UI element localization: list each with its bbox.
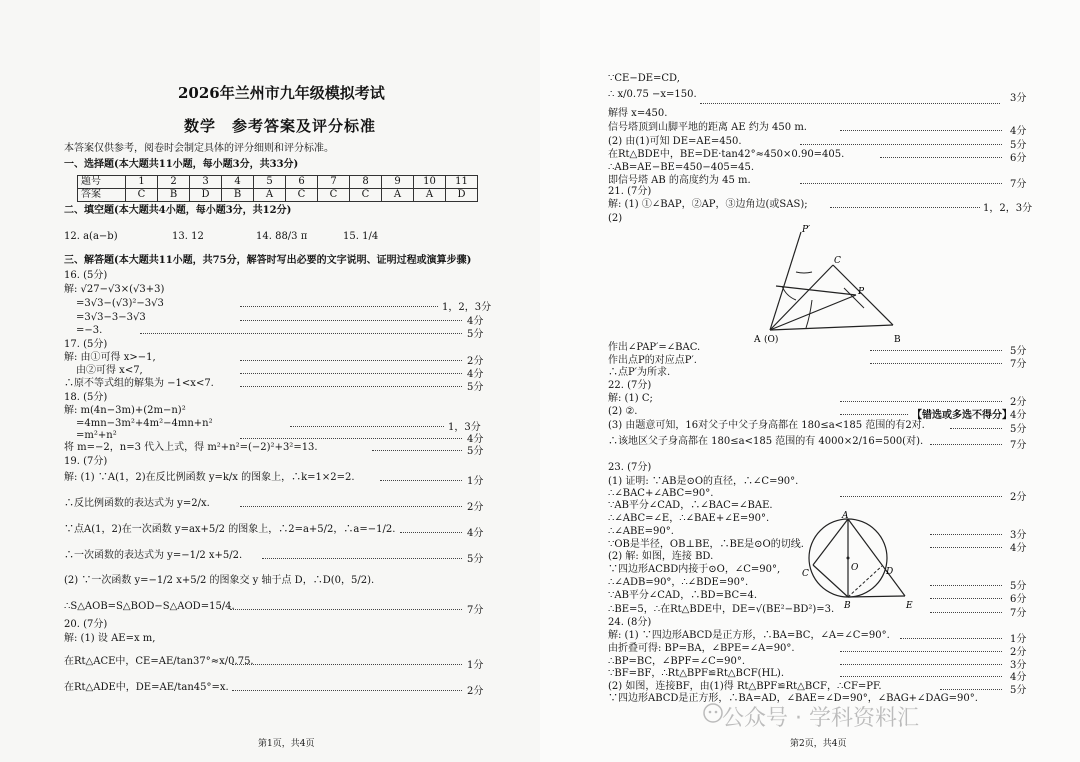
solution-line: 信号塔顶到山脚平地的距离 AE 约为 450 m. <box>608 122 807 133</box>
dot-leader <box>372 450 462 451</box>
solution-line: ∴原不等式组的解集为 −1<x<7. <box>64 378 214 389</box>
dot-leader <box>800 183 1002 184</box>
score-mark: 2分 <box>467 356 484 367</box>
score-mark: 3分 <box>1010 530 1027 541</box>
solution-line: 在Rt△ACE中，CE=AE/tan37°≈x/0.75. <box>64 656 254 667</box>
solution-line: ∵CE−DE=CD, <box>608 73 680 84</box>
table-cell: 9 <box>382 176 414 189</box>
solution-line: ∴∠BAC+∠ABC=90°. <box>608 488 714 499</box>
solution-line: ∵四边形ACBD内接于⊙O，∠C=90°, <box>608 564 781 575</box>
score-mark: 2分 <box>467 686 484 697</box>
dot-leader <box>800 144 1002 145</box>
dot-leader <box>870 350 1002 351</box>
dot-leader <box>870 363 1002 364</box>
solution-line: (2) 如图，连接BF，由(1)得 Rt△BPF≌Rt△BCF，∴CF=PF. <box>608 681 882 692</box>
table-cell: D <box>446 189 478 202</box>
solution-line: 作出∠PAP′=∠BAC. <box>608 342 701 353</box>
fig23-label-B: B <box>844 601 851 611</box>
solution-line: (2) 解: 如图，连接 BD. <box>608 551 714 562</box>
dot-leader <box>230 609 462 610</box>
table-cell: C <box>286 189 318 202</box>
score-mark: 4分 <box>1010 126 1027 137</box>
score-mark: 4分 <box>467 528 484 539</box>
fig23-label-D: D <box>886 567 894 577</box>
dot-leader <box>840 676 1002 677</box>
fill-answer: 12. a(a−b) <box>64 231 118 242</box>
solution-line: 解: (1) ①∠BAP，②AP，③边角边(或SAS); <box>608 199 808 210</box>
table-cell: A <box>414 189 446 202</box>
figure-21 <box>740 220 910 345</box>
solution-line: ∵OB是半径，OB⊥BE，∴BE是⊙O的切线. <box>608 539 804 550</box>
dot-leader <box>240 506 462 507</box>
table-cell: C <box>318 189 350 202</box>
dot-leader <box>930 612 1002 613</box>
solution-line: 20. (7分) <box>64 619 108 630</box>
score-mark: 1，2，3分 <box>442 302 492 313</box>
intro-note: 本答案仅供参考，阅卷时会制定具体的评分细则和评分标准。 <box>64 143 334 154</box>
solution-line: 24. (8分) <box>608 617 652 628</box>
table-cell: A <box>254 189 286 202</box>
dot-leader <box>940 689 1002 690</box>
solution-line: ∵BF=BF，∴Rt△BPF≌Rt△BCF(HL). <box>608 668 785 679</box>
score-mark: 7分 <box>1010 179 1027 190</box>
table-row <box>78 189 478 202</box>
solution-line: =m²+n² <box>76 430 117 441</box>
dot-leader <box>240 438 462 439</box>
fill-answer: 14. 88/3 π <box>256 231 308 242</box>
exam-title: 2026年兰州市九年级模拟考试 <box>178 84 385 102</box>
dot-leader <box>830 207 980 208</box>
wrong-choice-note: 【错选或多选不得分】 <box>912 410 1012 421</box>
dot-leader <box>240 373 462 374</box>
solution-line: =−3. <box>76 325 103 336</box>
dot-leader <box>840 414 908 415</box>
fig21-label-C: C <box>834 256 841 266</box>
score-mark: 5分 <box>1010 140 1027 151</box>
score-mark: 2分 <box>1010 647 1027 658</box>
fig23-label-O: O <box>851 563 859 573</box>
fig23-label-C: C <box>802 569 809 579</box>
table-cell: 11 <box>446 176 478 189</box>
score-mark: 5分 <box>1010 685 1027 696</box>
dot-leader <box>930 598 1002 599</box>
solution-line: 在Rt△BDE中，BE=DE·tan42°≈450×0.90=405. <box>608 149 845 160</box>
score-mark: 1，3分 <box>448 422 481 433</box>
score-mark: 5分 <box>1010 346 1027 357</box>
page-footer: 第2页，共4页 <box>790 739 847 749</box>
solution-line: 23. (7分) <box>608 462 652 473</box>
solution-line: 解得 x=450. <box>608 108 668 119</box>
score-mark: 4分 <box>1010 672 1027 683</box>
table-cell: C <box>126 189 158 202</box>
dot-leader <box>840 401 1002 402</box>
solution-line: ∴点P′为所求. <box>608 367 671 378</box>
dot-leader <box>880 157 1002 158</box>
table-cell: 2 <box>158 176 190 189</box>
dot-leader <box>400 532 462 533</box>
table-cell: B <box>222 189 254 202</box>
dot-leader <box>232 664 462 665</box>
dot-leader <box>240 386 462 387</box>
solution-line: 作出点P的对应点P′. <box>608 355 697 366</box>
score-mark: 4分 <box>467 369 484 380</box>
dot-leader <box>840 651 1002 652</box>
score-mark: 3分 <box>1010 660 1027 671</box>
section-2-heading: 二、填空题(本大题共4小题，每小题3分，共12分) <box>64 205 292 216</box>
dot-leader <box>140 333 462 334</box>
solution-line: =3√3−3−3√3 <box>76 312 146 323</box>
dot-leader <box>240 306 438 307</box>
page-footer: 第1页，共4页 <box>258 739 315 749</box>
solution-line: 解: 由①可得 x>−1, <box>64 352 156 363</box>
solution-line: 21. (7分) <box>608 186 652 197</box>
solution-line: (1) 证明: ∵AB是⊙O的直径，∴∠C=90°. <box>608 476 799 487</box>
solution-line: 16. (5分) <box>64 270 108 281</box>
solution-line: ∵四边形ABCD是正方形，∴BA=AD，∠BAE=∠D=90°，∠BAG+∠DAG=90°. <box>608 693 978 704</box>
solution-line: (3) 由题意可知，16对父子中父子身高都在 180≤a<185 范围的有2对. <box>608 420 925 431</box>
dot-leader <box>840 496 1002 497</box>
solution-line: ∵点A(1，2)在一次函数 y=ax+5/2 的图象上，∴2=a+5/2，∴a=−1/2. <box>64 524 396 535</box>
fill-answer: 15. 1/4 <box>343 231 379 242</box>
solution-line: 将 m=−2，n=3 代入上式，得 m²+n²=(−2)²+3²=13. <box>64 442 318 453</box>
solution-line: 17. (5分) <box>64 339 108 350</box>
table-cell: 3 <box>190 176 222 189</box>
table-cell: 8 <box>350 176 382 189</box>
solution-line: ∵AB平分∠CAD，∴∠BAC=∠BAE. <box>608 500 773 511</box>
score-mark: 2分 <box>467 502 484 513</box>
solution-line: ∴∠ABE=90°. <box>608 526 674 537</box>
score-mark: 1分 <box>467 660 484 671</box>
section-3-heading: 三、解答题(本大题共11小题，共75分，解答时写出必要的文字说明、证明过程或演算步骤) <box>64 255 472 266</box>
score-mark: 7分 <box>467 605 484 616</box>
dot-leader <box>840 664 1002 665</box>
answer-table <box>77 175 478 202</box>
solution-line: ∴BP=BC，∠BPF=∠C=90°. <box>608 656 746 667</box>
dot-leader <box>700 103 1000 104</box>
solution-line: 解: (1) C; <box>608 393 653 404</box>
page-right <box>540 0 1080 762</box>
dot-leader <box>840 130 1002 131</box>
table-cell: B <box>158 189 190 202</box>
fig21-label-Pp: P′ <box>802 225 811 235</box>
solution-line: 解: (1) ∵四边形ABCD是正方形，∴BA=BC，∠A=∠C=90°. <box>608 630 890 641</box>
table-cell: 1 <box>126 176 158 189</box>
score-mark: 1分 <box>1010 634 1027 645</box>
solution-line: 19. (7分) <box>64 456 108 467</box>
score-mark: 1分 <box>467 476 484 487</box>
dot-leader <box>380 480 462 481</box>
score-mark: 5分 <box>467 329 484 340</box>
dot-leader <box>930 585 1002 586</box>
table-cell: C <box>350 189 382 202</box>
fig23-label-A: A <box>842 511 849 521</box>
score-mark: 2分 <box>1010 492 1027 503</box>
fig21-label-A: A <box>754 335 761 345</box>
score-mark: 6分 <box>1010 153 1027 164</box>
table-cell: 4 <box>222 176 254 189</box>
figure-23 <box>802 510 922 612</box>
dot-leader <box>240 360 462 361</box>
solution-line: 即信号塔 AB 的高度约为 45 m. <box>608 175 751 186</box>
dot-leader <box>290 426 444 427</box>
score-mark: 5分 <box>467 382 484 393</box>
solution-line: 22. (7分) <box>608 380 652 391</box>
solution-line: ∴AB=AE−BE=450−405=45. <box>608 162 755 173</box>
solution-line: (2) <box>608 213 623 224</box>
score-mark: 7分 <box>1010 359 1027 370</box>
score-mark: 6分 <box>1010 594 1027 605</box>
table-cell: 题号 <box>78 176 126 189</box>
solution-line: ∴∠ADB=90°，∴∠BDE=90°. <box>608 577 749 588</box>
fig21-label-B: B <box>894 335 901 345</box>
score-mark: 5分 <box>1010 424 1027 435</box>
table-cell: 5 <box>254 176 286 189</box>
score-mark: 2分 <box>1010 397 1027 408</box>
score-mark: 1，2，3分 <box>983 203 1033 214</box>
solution-line: ∴ x/0.75 −x=150. <box>608 89 697 100</box>
section-1-heading: 一、选择题(本大题共11小题，每小题3分，共33分) <box>64 159 299 170</box>
fill-answer: 13. 12 <box>172 231 204 242</box>
solution-line: (2) ∵一次函数 y=−1/2 x+5/2 的图象交 y 轴于点 D，∴D(0，5/2). <box>64 575 375 586</box>
solution-line: ∴一次函数的表达式为 y=−1/2 x+5/2. <box>64 550 243 561</box>
dot-leader <box>232 690 462 691</box>
watermark-text: 公众号 · 学科资料汇 <box>722 706 919 731</box>
score-mark: 7分 <box>1010 608 1027 619</box>
table-cell: A <box>382 189 414 202</box>
dot-leader <box>950 428 1002 429</box>
solution-line: 解: √27−√3×(√3+3) <box>64 284 165 295</box>
solution-line: (2) ②. <box>608 406 638 417</box>
fig21-label-O: (O) <box>764 335 779 345</box>
solution-line: ∴S△AOB=S△BOD−S△AOD=15/4. <box>64 601 235 612</box>
solution-line: 在Rt△ADE中，DE=AE/tan45°=x. <box>64 682 229 693</box>
solution-line: 由②可得 x<7, <box>76 365 143 376</box>
solution-line: ∵AB平分∠CAD，∴BD=BC=4. <box>608 590 758 601</box>
score-mark: 4分 <box>1010 543 1027 554</box>
score-mark: 4分 <box>467 434 484 445</box>
score-mark: 5分 <box>467 446 484 457</box>
solution-line: 解: (1) 设 AE=x m, <box>64 633 156 644</box>
solution-line: (2) 由(1)可知 DE=AE=450. <box>608 136 742 147</box>
dot-leader <box>240 320 462 321</box>
solution-line: =3√3−(√3)²−3√3 <box>76 298 164 309</box>
solution-line: ∴∠ABC=∠E，∴∠BAE+∠E=90°. <box>608 513 770 524</box>
table-cell: 7 <box>318 176 350 189</box>
fig23-label-E: E <box>906 601 913 611</box>
dot-leader <box>930 534 1002 535</box>
score-mark: 4分 <box>1010 410 1027 421</box>
score-mark: 3分 <box>1010 93 1027 104</box>
solution-line: 18. (5分) <box>64 392 108 403</box>
table-row <box>78 176 478 189</box>
solution-line: ∴该地区父子身高都在 180≤a<185 范围的有 4000×2/16=500(对). <box>608 436 924 447</box>
fig21-label-P: P <box>858 287 865 297</box>
solution-line: 解: (1) ∵A(1，2)在反比例函数 y=k/x 的图象上，∴k=1×2=2. <box>64 472 355 483</box>
dot-leader <box>930 547 1002 548</box>
dot-leader <box>930 444 1002 445</box>
wechat-icon <box>703 703 723 723</box>
score-mark: 4分 <box>467 316 484 327</box>
table-cell: 6 <box>286 176 318 189</box>
solution-line: ∴BE=5，∴在Rt△BDE中，DE=√(BE²−BD²)=3. <box>608 604 835 615</box>
dot-leader <box>262 558 462 559</box>
solution-line: =4mn−3m²+4m²−4mn+n² <box>76 418 213 429</box>
score-mark: 7分 <box>1010 440 1027 451</box>
solution-line: 解: m(4n−3m)+(2m−n)² <box>64 405 186 416</box>
solution-line: 由折叠可得: BP=BA，∠BPE=∠A=90°. <box>608 643 795 654</box>
score-mark: 5分 <box>467 554 484 565</box>
exam-subtitle: 数学 参考答案及评分标准 <box>184 117 377 135</box>
table-cell: D <box>190 189 222 202</box>
score-mark: 5分 <box>1010 581 1027 592</box>
solution-line: ∴反比例函数的表达式为 y=2/x. <box>64 498 210 509</box>
dot-leader <box>900 638 1002 639</box>
table-cell: 答案 <box>78 189 126 202</box>
table-cell: 10 <box>414 176 446 189</box>
